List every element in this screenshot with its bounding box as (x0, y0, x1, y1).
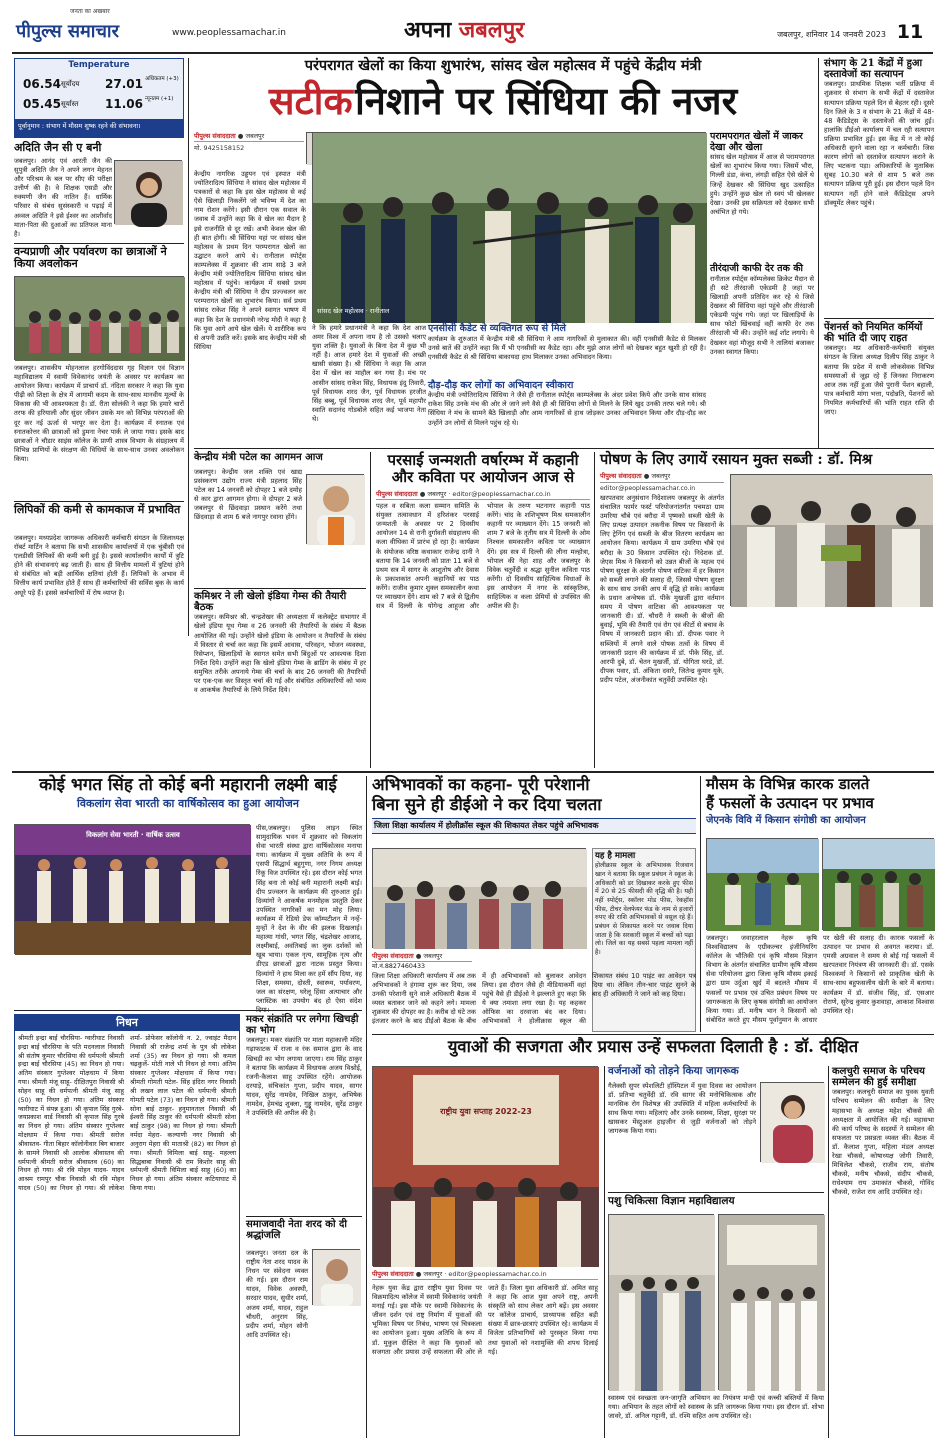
jnkvv-photo-1 (706, 838, 818, 930)
column-rule (594, 452, 595, 768)
pension-headline: पेंशनर्स को नियमित कर्मियों की भांति दी जाए राहत (824, 322, 923, 345)
divider (14, 501, 184, 502)
aditi-text: जबलपुर। आनंद एवं आरती जैन की सुपुत्री अदिति जैन ने अपने लगन मेहनत और परिश्रम के बल पर सीए की परीक्षा उत्तीर्ण की है। वे शिक्षक एसडी और रुक्मणी जैन की नातिन हैं। धार्मिक परिवार से संबंध सुसंस्कारी व पढ़ाई में अव्वल अदिति ने इसे ईश्वर का आशीर्वाद माता-पिता की दुआओं का प्रतिफल माना है। (14, 157, 112, 238)
youth-byline: पीपुल्स संवाददाता ● जबलपुर · editor@peoplessamachar.co.in (372, 1270, 598, 1280)
pashu-photo-1 (608, 1214, 714, 1390)
mishra-byline: पीपुल्स संवाददाता ● जबलपुर (600, 472, 724, 482)
sunrise-label: सूर्योदय (61, 80, 80, 88)
aditi-article (14, 142, 184, 242)
lead-headline (194, 80, 812, 128)
trad-text: सांसद खेल महोत्सव में आज से परामपरागत खेलों का शुभारंभ किया गया। जिसमें भौरा, गिल्ली डंडा, कंचा, लंगड़ी सहित ऐसे खेलें थे जिन्हें देखकर श्री सिंधिया खुद उत्साहित हुये। उन्होंने कुछ खेल तो स्वयं भी खेलकर देखा। उनकी इस सक्रियता को देखकर सभी अचंभित हो गये। (710, 153, 814, 216)
nidhan-title: निधन (15, 1015, 239, 1031)
trad-box (710, 132, 814, 444)
byline-email: editor@peoplessamachar.co.in (452, 489, 551, 498)
column-rule (370, 452, 371, 768)
lead-kicker-text: परंपरागत खेलों का किया शुभारंभ, सांसद खेल महोत्सव में पहुंचे केंद्रीय मंत्री (304, 57, 702, 74)
mishra-email: editor@peoplessamachar.co.in (600, 484, 696, 492)
kalchuri-text: जबलपुर। कलचुरी समाज का युवक युवती परिचय सम्मेलन की समीक्षा के लिए महासभा के अध्यक्ष महेश चौकसे की अध्यक्षता में आयोजित की गई। महासभा की कार्य परिषद के सदस्यों ने सम्मेलन की सफलता पर प्रसन्नता व्यक्त की। बैठक में डॉ. कैलाश गुप्ता, महिला मंडल अध्यक्ष रेखा चौकसे, कोषाध्यक्ष जोगी तिवारी, मिथिलेश चौकसे, राजीव राय, संतोष चौकसे, मनीष चौकसे, संदीप चौकसे, राधेश्याम राय उमाकांत चौकसे, गोविंद चौकसे, राजेश राय आदि उपस्थित रहे। (832, 1088, 934, 1197)
mishra-article (600, 452, 934, 768)
weather-forecast: पूर्वानुमान : संभाग में मौसम शुष्क रहने की संभावना। (15, 119, 183, 137)
deo-text-col1: जिला शिक्षा अधिकारी कार्यालय में अब तक अभिभावकों ने हंगामा शुरू कर दिया, जब उनकी परेशानी सुने वाले अधिकारी बैठक में व्यस्त बताकर जाने को कहने लगे। मामला शुक्रवार की दोपहर का है। करीब दो घंटे तक इंतजार करने के बाद डीईओ बैठक के बीच में ही अभिभावकों को बुलाकर आवेदन लिया। इस दौरान जैसे ही मीडियाकर्मी वहां पहुंचे वैसे ही डीईओ ने झल्लाते हुए कहा कि ये क्या तमाशा लगा रखा है। यह कहकर ऑफिस का दरवाजा बंद कर दिया। अभिभावकों ने होलीक्रास स्कूल की (372, 972, 586, 1026)
column-rule (604, 1066, 605, 1438)
weather-box (14, 58, 184, 138)
sharad-photo (312, 1249, 360, 1305)
bhagat-text: पीस,जबलपुर। पुलिस लाइन स्थित सामुदायिक भवन में शुक्रवार को विकलांग सेवा भारती संस्था द्वारा वार्षिकोत्सव मनाया गया। कार्यक्रम में मुख्य अतिथि के रूप में एसपी सिद्धार्थ बहुगुणा, नगर निगम अध्यक्ष रिंकू विज उपस्थित रहे। इस दौरान कोई भगत सिंह बना तो कोई बनी महारानी लक्ष्मी बाई। दीप प्रज्वलन के कार्यक्रम की शुरुआत हुई। दिव्यांगों ने आकर्षक मनमोहक प्रस्तुति देकर उपस्थित नागरिकों का मन मोह लिया। कार्यक्रम में रेडियो डेफ कॉम्पटीशन में नन्हें-मुन्हों ने देश के वीर की झलक दिखलाई। महात्मा गांधी, भगत सिंह, चंद्रशेखर आजाद, लक्ष्मीबाई, अवंतिबाई का लुक दर्शकों को खूब भाया। एकल नृत्य, सामूहिक नृत्य और डीएड छात्राओं द्वारा नाटक प्रस्तुत किया। दिव्यांगों ने हाथ मिला कर हमें सौंप दिया, वह शिक्षा, समस्या, दोस्ती, स्वास्थ्य, पर्यावरण, जल का संरक्षण, घरेलू हिंसा अत्याचार और प्लास्टिक का उपयोग बंद हो ऐसा संदेश (256, 824, 362, 1005)
paper-logo: पीपुल्स समाचार (16, 21, 119, 42)
archery-text: रानीताल स्पोर्ट्स कॉम्पलेक्स क्रिकेट मैदान से ही सटे तीरंदाजी एकेडमी है जहां पर खिलाड़ी अपनी प्रतिदिन कर रहे थे जिसे देखकर श्री सिंधिया वहां पहुंचे और तीरंदाजी एकेडमी पहुंच गये। जहां पर खिलाड़ियों के साथ फोटो खिंचवाई वहीं काफी देर तक तीरंदाजी भी की। उन्होंने कई शॉट लगाये। ये देखकर वहां मौजूद सभी ने तालियां बजाकर उनका स्वागत किया। (710, 274, 814, 356)
khichdi-headline: मकर संक्रांति पर लगेगा खिचड़ी का भोग (246, 1014, 359, 1037)
bhagat-headline: कोई भगत सिंह तो कोई बनी महारानी लक्ष्मी बाई (39, 775, 337, 795)
byline-city: जबलपुर (423, 952, 443, 960)
env-article (14, 246, 184, 500)
byline-reporter: पीपुल्स संवाददाता (194, 132, 236, 140)
deo-case-text: होलीक्रास स्कूल के अभिभावक रिजवान खान ने बताया कि स्कूल प्रबंधन ने स्कूल के अधिकारी को डर दिखाकर करके हुए फीस में 20 से 25 फीसदी की वृद्धि की है। यही नहीं स्पोर्ट्स, स्कॉलर मोड फीस, रेकहॉस फीस, टीचर वेलफेयर फंड के नाम से हजारों रुपए की राशि अभिभावकों से वसूल रहे हैं। प्रबंधन से शिकायत करने पर जवाब दिया जाता है कि सरकारी स्कूल में बच्चों को पढ़ा लो। जिले का यह सबसे पहला मामला नहीं है। (595, 862, 693, 957)
aditi-photo (114, 160, 182, 224)
page-number: 11 (896, 21, 924, 43)
group-photo-icon (15, 277, 185, 361)
byline-reporter: पीपुल्स संवाददाता (372, 1270, 414, 1278)
byline-city: जबलपुर (245, 132, 265, 140)
games-headline: कमिश्नर ने ली खेलो इंडिया गेम्स की तैयारी बैठक (194, 591, 347, 614)
sunset-label: सूर्यास्त (61, 100, 79, 108)
verification-text: जबलपुर। प्राथमिक शिक्षक भर्ती प्रक्रिया में शुक्रवार से संभाग के सभी केंद्रों में दस्तावेज सत्यापन प्रक्रिया पहले दिन से बेहतर रही। दूसरे दिन जिले के 3 व संभाग के 21 केंद्रों में 48-48 कैंडिडेट्स के दस्तावेजों की जांच हुई। हालांकि डीईओ कार्यालय में चल रही सत्यापन प्रक्रिया प्रभावित हुई। इस केंद्र में न तो कोई अधिकारी सुनने वाला रहा न कर्मचारी। जिस कारण लोगों को दस्तावेज सत्यापन कराने के लिए भटकना पड़ा। अधिकारियों के मुताबिक सुबह 10.30 बजे से शाम 5 बजे तक सत्यापन प्रक्रिया पूरी हुई। इस दौरान पहले दिन सत्यापन नहीं होने वाले कैंडिडेट्स अपने डॉक्यूमेंट लेकर पहुंचे। (824, 80, 934, 207)
clerk-article (14, 504, 184, 632)
column-rule (828, 1066, 829, 1438)
env-text: जबलपुर। शासकीय मोहनलाल हरगोविंददास गृह विज्ञान एवं विज्ञान महाविद्यालय में स्वामी विवेकानंद जयंती के अवसर पर कार्यक्रम का आयोजन किया। कार्यक्रम में प्राचार्य डॉ. नंदिता सरकार ने कहा कि युवा पीढ़ी को शिक्षा के क्षेत्र में आगामी कदम के साथ-साथ मानवीय मूल्यों के विकास की भी आवश्यकता है। डॉ. रीता सोलंकी ने कहा कि हमारे चारों तरफ की हरियाली और सुंदर जीवन उसके मन को विभिन्न परंपराओं की दूर कर नई ऊर्जा से भरपूर कर देता है। कार्यक्रम में स्नातक एवं स्नातकोत्तर की छात्राओं को डुमना नेचर पार्क ले जाया गया। इसके बाद छात्राओं ने चौडार साइंस कॉलेज के प्राणी शास्त्र विभाग के संग्रहालय में विभिन्न प्राणियों के संरक्षण की विधियों के साथ-साथ उनका अवलोकन किया। (14, 364, 184, 463)
patel-headline: केन्द्रीय मंत्री पटेल का आगमन आज (194, 452, 323, 463)
divider (824, 318, 934, 319)
column-rule (188, 58, 189, 636)
section-rule (194, 448, 934, 449)
masthead-rule (12, 52, 933, 54)
khichdi-text: जबलपुर। मकर संक्रांति पर माता महाकाली मंदिर गढ़ाफाटक में राजा व रंक समाज द्वारा के वाद खिचड़ी का भोग लगाया जाएगा। राम सिंह ठाकुर ने बताया कि कार्यक्रम में विधायक अजय विश्नोई, रजनी-कैलाश साहू उपस्थित रहेंगे। आयोजक दरयाड़े, संचिकांत गुप्ता, प्रदीप यादव, सागर यादव, सुरेंद्र नामदेव, निखिल ठाकुर, अभिषेक नामदेव, हेमचंद्र शुक्ला, गुड्डू नामदेव, सुरेंद्र ठाकुर ने उपस्थिति की अपील की है। (246, 1036, 362, 1118)
ncc-text: कार्यक्रम के शुरुआत में केन्द्रीय मंत्री श्री सिंधिया ने आम नागरिकों से मुलाकात की। वहीं एनसीसी कैडेट से मिलकर उनसे बातें कीं उन्होंने कहा कि मैं भी एनसीसी का कैडेट रहा। और मुझे आज लोगों को देखकर बहुत खुशी हो रही है। एनसीसी कैडेट से श्री सिंधिया बाकायदा हाथ मिलाकर उनका अभिवादन किया। (428, 334, 706, 361)
kalchuri-headline: कलचुरी समाज के परिचय सम्मेलन की हुई समीक्षा (832, 1066, 925, 1089)
pashu-headline: पशु चिकित्सा विज्ञान महाविद्यालय (608, 1195, 735, 1207)
trad-headline: परामपरागत खेलों में जाकर देखा और खेला (710, 131, 803, 153)
ncc-headline: एनसीसी कैडेट से व्यक्तिगत रूप से मिले (428, 323, 566, 334)
ceremony-photo-icon (731, 475, 933, 607)
field-photo-icon (823, 839, 935, 931)
varjana-photo (760, 1082, 824, 1162)
person-photo-icon (115, 161, 183, 225)
patel-text: जबलपुर। केन्द्रीय जल शक्ति एवं खाद्य प्रसंस्करण उद्योग राज्य मंत्री प्रहलाद सिंह पटेल का 14 जनवरी को दोपहर 1 बजे दमोह से कार द्वारा आगमन होगा। वे दोपहर 2 बजे जबलपुर से छिंदवाड़ा प्रस्थान करेंगे तथा छिंदवाड़ा से शाम 6 बजे नागपुर रवाना होंगे। (194, 468, 302, 522)
byline-city: जबलपुर (423, 1270, 443, 1278)
bhagat-photo (14, 824, 250, 954)
divider (246, 1216, 362, 1217)
parsai-text: पहल व सबिता कला सम्मान समिति के संयुक्त तत्वावधान में हरिशंकर परसाई जन्मशती के अवसर पर 2 दिवसीय आयोजन 14 से रानी दुर्गावती संग्रहालय की कला वीथिका में प्रारंभ हो रहा है। कार्यक्रम के संयोजक वरिष्ठ कथाकार राजेन्द्र दानी ने बताया कि 14 जनवरी को प्रातः 11 बजे से प्रथम सत्र में सागर के आशुतोष और देवास के प्रकाशकांत अपनी कहानियों का पाठ करेंगे। राजीव कुमार शुक्ल समकालीन कथा पर व्याख्यान देंगे। शाम को 7 बजे से द्वितीय सत्र में दिल्ली के योगेन्द्र आहूजा और भोपाल के तरुण भटनागर कहानी पाठ करेंगे। चांद के शशिभूषण मिश्र समकालीन कहानी पर व्याख्यान देंगे। 15 जनवरी को शाम 7 बजे के तृतीय सत्र में दिल्ली के ओम निश्चल समकालीन कविता पर व्याख्यान देंगे। इस सत्र में दिल्ली की लीना मल्होत्रा, भोपाल की नेहा शाह और जबलपुर के विवेक चतुर्वेदी व श्रद्धा सुनील कविता पाठ करेंगी। दो दिवसीय साहित्यिक विधाओं के इस आयोजन में नगर के सांस्कृतिक, साहित्यिक व कला प्रेमियों से उपस्थित की अपील की है। (376, 502, 590, 611)
youth-day-photo-icon (373, 1067, 599, 1267)
sunset-time: 05.45 (23, 97, 61, 111)
minister-photo-icon (307, 475, 365, 545)
env-headline: वन्यप्राणी और पर्यावरण का छात्राओं ने किया अवलोकन (14, 245, 167, 271)
youth-headline: युवाओं की सजगता और प्रयास उन्हें सफलता दिलाती है : डॉ. दीक्षित (447, 1037, 859, 1056)
pashu-text: स्वास्थ्य एवं स्वच्छता जन-जागृति अभियान का नियंत्रण मन्दी एवं कच्ची बस्तियों में किया गया। अभियान के तहत लोगों को स्वास्थ्य के प्रति जागरूक किया गया। इस दौरान डॉ. शोभा जावरे, डॉ. अनिल गट्टानी, डॉ. रश्मि सहित अन्य उपस्थित रहे। (608, 1394, 824, 1421)
kalchuri-article (832, 1066, 934, 1438)
parsai-headline: परसाई जन्मशती वर्षारम्भ में कहानी और कविता पर आयोजन आज से (387, 451, 579, 486)
paper-tagline: जनता का अखबार (70, 8, 110, 15)
byline-email: editor@peoplessamachar.co.in (448, 1270, 547, 1278)
mishra-photo (730, 474, 932, 606)
divider (194, 588, 366, 589)
sharad-headline: समाजवादी नेता शरद को दी श्रद्धांजलि (246, 1219, 347, 1242)
section-title-a: अपना (404, 18, 452, 43)
pension-article (824, 322, 934, 446)
parsai-article (376, 452, 590, 768)
khichdi-article (246, 1014, 362, 1214)
dateline: जबलपुर, शनिवार 14 जनवरी 2023 (777, 30, 886, 39)
deo-headline-1: अभिभावकों का कहना- पूरी परेशानी (372, 775, 590, 794)
pashu-article (608, 1196, 824, 1438)
youth-headline-wrap (372, 1038, 934, 1064)
rally-photo-icon (719, 1215, 825, 1391)
aditi-headline: अदिति जैन सी ए बनी (14, 141, 102, 154)
jnkvv-subheadline: जेएनके विवि में किसान संगोष्ठी का आयोजन (706, 814, 866, 826)
doctor-photo-icon (761, 1083, 825, 1163)
parsai-byline: पीपुल्स संवाददाता ● जबलपुर · editor@peoplessamachar.co.in (376, 490, 590, 500)
jnkvv-headline-1: मौसम के विभिन्न कारक डालते (706, 775, 870, 793)
section-rule (12, 771, 934, 773)
nidhan-text: श्रीमती इन्द्रा बाई चौरसिया- ग्वारीघाट निवासी इन्द्रा बाई चौरसिया के पति मदनलाल निवासी श्री संतोष कुमार चौरसिया की धर्मपत्नी श्रीमती इन्द्रा बाई चौरसिया (45) का निधन हो गया। अंतिम संस्कार गुप्तेश्वर मोक्षधाम में किया गया। श्रीमती मंजू साहू- दीक्षितपुरा निवासी श्री सोहन साहू की धर्मपत्नी श्रीमती मंजू साहू (50) का निधन हो गया। अंतिम संस्कार ग्वारीघाट में संपन्न हुआ। श्री कृपाल सिंह गुरबे- जयप्रकाश वार्ड निवासी श्री कृपाल सिंह गुरबे का निधन हो गया। अंतिम संस्कार गुप्तेश्वर मोक्षधाम में किया गया। श्रीमती सरोज श्रीवास्तव- गीता बिहार कॉलोनीवार बिग बाजार के सामने निवासी श्री आलोक श्रीवास्तव की धर्मपत्नी श्रीमती सरोज श्रीवास्तव (60) का निधन हो गया। श्री रवि मोहन यादव- यादव आश्रम रामपुर चौक निवासी श्री रवि मोहन यादव (50) का निधन हो गया। श्री लोकेश शर्मा- प्रोफेसर कॉलोनी न. 2, ज्वाइंट मैदान निवासी श्री राजेन्द्र शर्मा के पुत्र श्री लोकेश शर्मा (35) का निधन हो गया। श्री कमल चढ़कुर्ले- मोती नाले भी निधन हो गया। अंतिम संस्कार गुप्तेश्वर मोक्षधाम में किया गया। श्रीमती गोमती पटेल- सिंह इंदिरा नगर निवासी श्री लखन लाल पटेल की धर्मपत्नी श्रीमती गोमती पटेल (73) का निधन हो गया। श्रीमती सोना बाई ठाकुर- हनुमानताल निवासी श्री ईश्वरी सिंह ठाकुर की धर्मपत्नी श्रीमती सोना बाई ठाकुर (98) का निधन हो गया। श्रीमती नर्मदा मेहरा- कल्याणी नगर निवासी श्री अनुराग मेहरा की माताश्री (82) का निधन हो गया। श्रीमती विमिला बाई साहू- महल्ला सिद्धबाबा निवासी श्री राम किशोर साहू की धर्मपत्नी श्रीमती विमिला बाई साहू (60) का निधन हो गया। अंतिम संस्कार कटियाघाट में किया गया। (18, 1034, 236, 1193)
section-rule (372, 1034, 934, 1035)
lead-kicker (194, 58, 812, 80)
temp-max: 27.01 (105, 77, 143, 91)
varjana-headline: वर्जनाओं को तोड़ने किया जागरूक (608, 1065, 739, 1077)
jnkvv-text: जबलपुर। जवाहरलाल नेहरू कृषि विश्वविद्यालय के एग्रीकल्चर इंजीनियरिंग कॉलेज के भौतिकी एवं कृषि मौसम विज्ञान विभाग के अंतर्गत संचालित ग्रामीण कृषि मौसम सेवा परियोजना द्वारा जिला कृषि मौसम इकाई द्वारा ग्राम उर्दुआ खुर्द में बदलते मौसम में फसलों पर प्रभाव एवं उचित प्रबंधन विषय पर जागरूकता के लिए कृषक संगोष्ठी का आयोजन किया गया। डॉ. मनीष भान ने किसानों को संबोधित करते हुए मौसम पूर्वानुमान के आधार पर खेती की सलाह दी। कारक फसलों के उत्पादन पर प्रभाव से अवगत कराया। डॉ. एमसी अग्रवाल ने समय से बोई गई फसलों में खरपतवार नियंत्रण की जानकारी दी। डॉ. एसके विश्वकर्मा ने किसानों को प्राकृतिक खेती के साथ-साथ बहुफसलीय खेती के बारे में बताया। कार्यक्रम में डॉ. संजीव सिंह, डॉ. एसआर रोराणे, सुरेन्द्र कुमार कुशवाहा, आकाश विश्वास उपस्थित रहे। (706, 934, 934, 1024)
byline-reporter: पीपुल्स संवाददाता (600, 472, 642, 481)
mishra-text: खरपतवार अनुसंधान निदेशालय जबलपुर के अंतर्गत संचालित फार्मर फर्स्ट परियोजनांतर्गत पचमठा ग्राम उमरिया चौबे एवं बरौदा में पृष्मको सब्जी खेती के लिए प्रत्यक्ष उत्पादन तकनीक विषय पर किसानों के लिए ट्रेनिंग एवं सब्जी के बीज वितरण कार्यक्रम का आयोजन किया। कार्यक्रम में ग्राम उमरिया चौबे एवं बरौदा के 30 किसान उपस्थित रहे। निदेशक डॉ. जेएस मिश्र ने किसानों को उन्नत बीजों के महत्व एवं पोषण सुरक्षा के अंतर्गत पोषण वाटिका में हर किसान को सब्जी लगाने की सलाह दी, जिससे पोषण सुरक्षा के साथ साथ उनकी आय में वृद्धि हो सके। कार्यक्रम के प्रधान अन्वेषक डॉ. पीके मुखर्जी द्वारा वर्तमान समय में पोषण वाटिका की आवश्यकता पर जानकारी दी। डॉ. चौधरी ने सब्जी के बीजों की बुवाई, भूमि की तैयारी एवं रोग एवं कीटों से बचाव के विषय में जानकारी प्रदान की। डॉ. दीपक पवार ने सब्जियों में लगने वाले पोषक तत्वों के विषय में जानकारी प्रदान की कार्यक्रम में डॉ. पीके सिंह, डॉ. आरपी दुबे, डॉ. चेतन मुखर्जी, डॉ. योगिता घरडे, डॉ. दीपक पवार, डॉ. अंकिता दवारे, जितेन्द्र कुमार यूके, प्रदीप पटेल, अंजनीकांत चतुर्वेदी उपस्थित रहे। (600, 494, 724, 684)
temp-min: 11.06 (105, 97, 143, 111)
jnkvv-headline-2: हैं फसलों के उत्पादन पर प्रभाव (706, 793, 874, 812)
patel-photo (306, 474, 364, 544)
column-rule (700, 776, 701, 1032)
leader-photo-icon (313, 1250, 361, 1306)
youth-photo (372, 1066, 598, 1266)
varjana-text: गैलेक्सी सुपर स्पेशलिटी हॉस्पिटल में युवा दिवस का आयोजन डॉ. प्रतिभा चतुर्वेदी डॉ. रवि सागर की मनोचिकित्सक और मानसिक रोग विशेषज्ञ की उपस्थिति में महिला कर्मचारियों के साथ किया गया। महिलाएं और उनके स्वास्थ्य, शिक्षा, सुरक्षा पर खासकर मेंस्ट्रुअल हाइजीन से जुड़ी वर्जनाओं को तोड़ने जागरूक किया गया। (608, 1082, 756, 1136)
deo-case-headline: यह है मामला (595, 851, 636, 861)
bhagat-article (14, 776, 362, 1008)
byline-reporter: पीपुल्स संवाददाता (372, 952, 414, 960)
games-article (194, 591, 366, 767)
patel-article (194, 452, 366, 586)
sports-event-photo-icon (313, 133, 707, 323)
deo-headline-2: बिना सुने ही डीईओ ने कर दिया चलता (372, 795, 602, 815)
varjana-article (608, 1066, 824, 1190)
campaign-photo-icon (609, 1215, 715, 1391)
youth-text: नेहरू युवा केंद्र द्वारा राष्ट्रीय युवा दिवस पर विक्रमादित्य कॉलेज में स्वामी विवेकानंद जयंती मनाई गई। इस मौके पर स्वामी विवेकानंद के जीवन दर्शन एवं राष्ट्र निर्माण में युवाओं की भूमिका विषय पर निबंध, भाषण एवं चित्रकला का आयोजन हुआ। मुख्य अतिथि के रूप में डॉ. मुकुल दीक्षित ने कहा कि युवाओं को सजगता और प्रयास उन्हें सफलता की ओर ले जाते हैं। जिला युवा अधिकारी डॉ. अमित साहू ने कहा कि आज युवा अपने राष्ट्र, अपनी संस्कृति को साथ लेकर आगे बढ़ें। इस अवसर पर कॉलेज प्राचार्य, प्राध्यापक सहित बड़ी संख्या में छात्र-छात्राएं उपस्थित रहे। कार्यक्रम में विजेता प्रतिभागियों को पुरस्कृत किया गया तथा युवाओं को नशामुक्ति की शपथ दिलाई गई। (372, 1284, 598, 1356)
deo-mobile: मो.नं.8827460433 (372, 963, 425, 970)
byline-reporter: पीपुल्स संवाददाता (376, 489, 418, 498)
paper-url: www.peoplessamachar.in (172, 28, 286, 38)
temp-max-label: अधिकतम (+3) (145, 76, 179, 82)
bhagat-subheadline: विकलांग सेवा भारती का वार्षिकोत्सव का हुआ आयोजन (77, 797, 299, 811)
deo-photo (372, 848, 586, 948)
bhagat-banner: विकलांग सेवा भारती · वार्षिक उत्सव (86, 831, 180, 839)
section-title-b: जबलपुर (458, 18, 525, 43)
masthead (0, 0, 945, 56)
farm-photo-icon (707, 839, 819, 931)
nidhan-box (14, 1014, 240, 1436)
run-text: केन्द्रीय मंत्री ज्योतिरादित्य सिंधिया ने जैसे ही रानीताल स्पोर्ट्स काम्पलेक्स के अंदर प्रवेश किये और उनके साथ सांसद राकेश सिंह उनके मंच की ओर ले जाने लगे वैसे ही श्री सिंधिया लोगों से मिलने के लिये खुद उनकी तरफ चले गये। श्री सिंधिया ने मंच के सामने बैठे खिलाड़ी और आम नागरिकों से हाथ जोड़कर उनका अभिवादन किया और दौड़-दौड़ कर उन्होंने उन लोगों से मिलने पहुंच रहे थे। (428, 391, 706, 427)
lead-photo (312, 132, 706, 322)
lead-col2: ने कि हमारे प्रधानमंत्री ने कहा कि देश आज अमर विश्व में अपना नाम है तो उसको चलाए युवा शक्ति है। युवाओं के बिना देश में कुछ भी नहीं है। आज हमारे देश में युवाओं की अच्छी खासी संख्या है। श्री सिंधिया ने कहा कि आज देश में खेल का माहौल बन गया है। मंच पर आसीन सांसद राकेश सिंह, विधायक इंदु तिवारी, पूर्व विधायक शरद जैन, पूर्व विधायक हरजीत सिंह बब्बू, पूर्व विधायक शरद जैन, पूर्व महापौर स्वाति सदानंद गोडबोले सहित कई भाजपा नेता थे। (312, 324, 426, 423)
section-title (404, 16, 604, 46)
env-photo (14, 276, 184, 360)
byline-city: जबलपुर (651, 472, 671, 481)
divider (14, 1010, 362, 1011)
youth-article (372, 1066, 602, 1438)
clerk-text: जबलपुर। मध्यप्रदेश जागरूक अधिकारी कर्मचारी संगठन के जिलाध्यक्ष रॉबर्ट मार्टिन ने बताया कि सभी शासकीय कार्यालयों में एक चुंबीसी एवं एलडीसी लिपिकों की कमी बनी हुई है। इससे कार्यालयीन कार्यों में त्रुटि होने की संभावनाएं बढ़ जाती हैं। साथ ही वित्तीय मामलों में त्रुटियां होने से संबंधित को बड़ी आर्थिक क्षतियां होती हैं। लिपिकों के अभाव में वित्तीय कार्य प्रभावित होते हैं साथ ही कर्मचारियों की सर्विस बुक के कार्य अधूरे पड़े हैं। इससे कर्मचारियों में रोष व्याप्त है। (14, 534, 184, 597)
stage-performance-photo-icon (15, 825, 251, 955)
divider (14, 243, 184, 244)
deo-article (372, 776, 696, 1032)
lead-byline: पीपुल्स संवाददाता ● जबलपुर (194, 132, 304, 142)
weather-title: Temperature (68, 60, 130, 70)
lead-photo-caption: सांसद खेल महोत्सव · रानीताल (317, 307, 390, 315)
divider (608, 1192, 824, 1193)
games-text: जबलपुर। कमिश्नर श्री. चन्द्रशेखर की अध्यक्षता में कलेक्ट्रेट सभागार में खेलो इंडिया यूथ गेम्स व 26 जनवरी की तैयारियों के संबंध में बैठक आयोजित की गई। उन्होंने खेलो इंडिया के आयोजन व तैयारियों के संबंध में विस्तार से चर्चा कर कहा कि इसमें आवास, परिवहन, भोजन व्यवस्था, रिसेप्शन, खिलाड़ियों के स्वागत समेत सभी बिंदुओं पर आवश्यक दिशा निर्देश दिये। उन्होंने कहा कि खेलो इंडिया गेम्स के ब्राडिंग के संबंध में हर समुचित तरीके अपनाये गेम्स की चर्चा के बाद 26 जनवरी की तैयारियों पर एक-एक कर विस्तृत चर्चा की गई और संबंधित अधिकारियों को भव्य व आकर्षक तैयारियों के लिये निर्देश दिये। (194, 613, 366, 695)
deo-subheadline: जिला शिक्षा कार्यालय में होलीक्रॉस स्कूल की शिकायत लेकर पहुंचे अभिभावक (372, 818, 696, 835)
jnkvv-article (706, 776, 934, 1032)
archery-headline: तीरंदाजी काफी देर तक की (710, 263, 803, 275)
pashu-photo-2 (718, 1214, 824, 1390)
ncc-box (428, 324, 706, 444)
temp-min-label: न्यूनतम (+1) (145, 96, 174, 102)
sharad-text: जबलपुर। जनता दल के राष्ट्रीय नेता शरद यादव के निधन पर संवेदना व्यक्त की गई। इस दौरान राम यादव, विवेक अवस्थी, सरदार यादव, सुधीर शर्मा, अजय शर्मा, यादव, राहुल चौधरी, अनुराग सिंह, प्रदीप शर्मा, मोहन सोनी आदि उपस्थित रहे। (246, 1249, 308, 1339)
pension-text: जबलपुर। मप्र अधिकारी-कर्मचारी संयुक्त संगठन के जिला अध्यक्ष दिलीप सिंह ठाकुर ने बताया कि प्रदेश में सभी लोकसेवक विभिन्न समस्याओं से जूझ रहे हैं जिनका निराकरण आज तक नहीं हुआ जैसे पुरानी पेंशन बहाली, पात्र कर्मचारी मांगा भत्ता, पदोन्नति, पेंशनरों को नियमित कर्मचारियों की भांति राहत राशि दी जाए। (824, 344, 934, 417)
column-rule (366, 776, 367, 1438)
lead-headline-b: निशाने पर सिंधिया की नजर (354, 78, 738, 123)
column-rule (818, 58, 819, 448)
jnkvv-photo-2 (822, 838, 934, 930)
verification-article (824, 58, 934, 316)
lead-col1: केन्द्रीय नागरिक उड्डयन एवं इस्पात मंत्री ज्योतिरादित्य सिंधिया ने सांसद खेल महोत्सव में पत्रकारों से कहा कि इस खेल महोत्सव से कई ऐसे खिलाड़ी निकलेंगे जो भविष्य में देश का नाम रोशन करेंगे। इसी दौरान एक सवाल के जवाब में उन्होंने कहा कि वे खेल का मैदान है इसे राजनीति से दूर रखें। अभी केवल खेल की ही बात होगी। श्री सिंधिया यहां पर सांसद खेल महोत्सव के प्रथम दिन परम्परागत खेलों का उद्घाटन करने आये थे। रानीताल स्पोर्ट्स काम्पलेक्स में शुक्रवार की शाम साढ़े 3 बजे केन्द्रीय मंत्री ज्योतिरादित्य सिंधिया सांसद खेल महोत्सव में पहुंचे। कार्यक्रम में सबसे प्रथम केन्द्रीय मंत्री श्री सिंधिया ने दीप प्रज्ज्वलन कर परम्परागत खेलों का शुभारंभ किया। सर्व प्रथम सांसद राकेश सिंह ने अपने स्वागत भाषण में कहा कि देश के प्रधानमंत्री नरेन्द्र मोदी ने कहा है कि युवा आगे आये खेल खेलें। ये शारीरिक रूप से अपनी उन्नति करें। इसके बाद केन्द्रीय मंत्री श्री सिंधिया (194, 170, 307, 351)
mishra-headline: पोषण के लिए उगायें रसायन मुक्त सब्जी : डॉ. मिश्र (600, 451, 873, 468)
sharad-article (246, 1219, 362, 1437)
youth-banner: राष्ट्रीय युवा सप्ताह 2022-23 (440, 1107, 532, 1116)
byline-city: जबलपुर (427, 489, 447, 498)
run-headline: दौड़-दौड़ कर लोगों का अभिवादन स्वीकारा (428, 379, 574, 391)
clerk-headline: लिपिकों की कमी से कामकाज में प्रभावित (14, 503, 181, 516)
deo-case-box (592, 848, 696, 1032)
verification-headline: संभाग के 21 केंद्रों में हुआ दस्तावेजों का सत्यापन (824, 58, 923, 81)
deo-byline: पीपुल्स संवाददाता ● जबलपुर (372, 952, 472, 962)
lead-mobile: मो. 9425158152 (194, 144, 245, 153)
office-crowd-photo-icon (373, 849, 587, 949)
sunrise-time: 06.54 (23, 77, 61, 91)
lead-headline-a: सटीक (268, 78, 353, 123)
